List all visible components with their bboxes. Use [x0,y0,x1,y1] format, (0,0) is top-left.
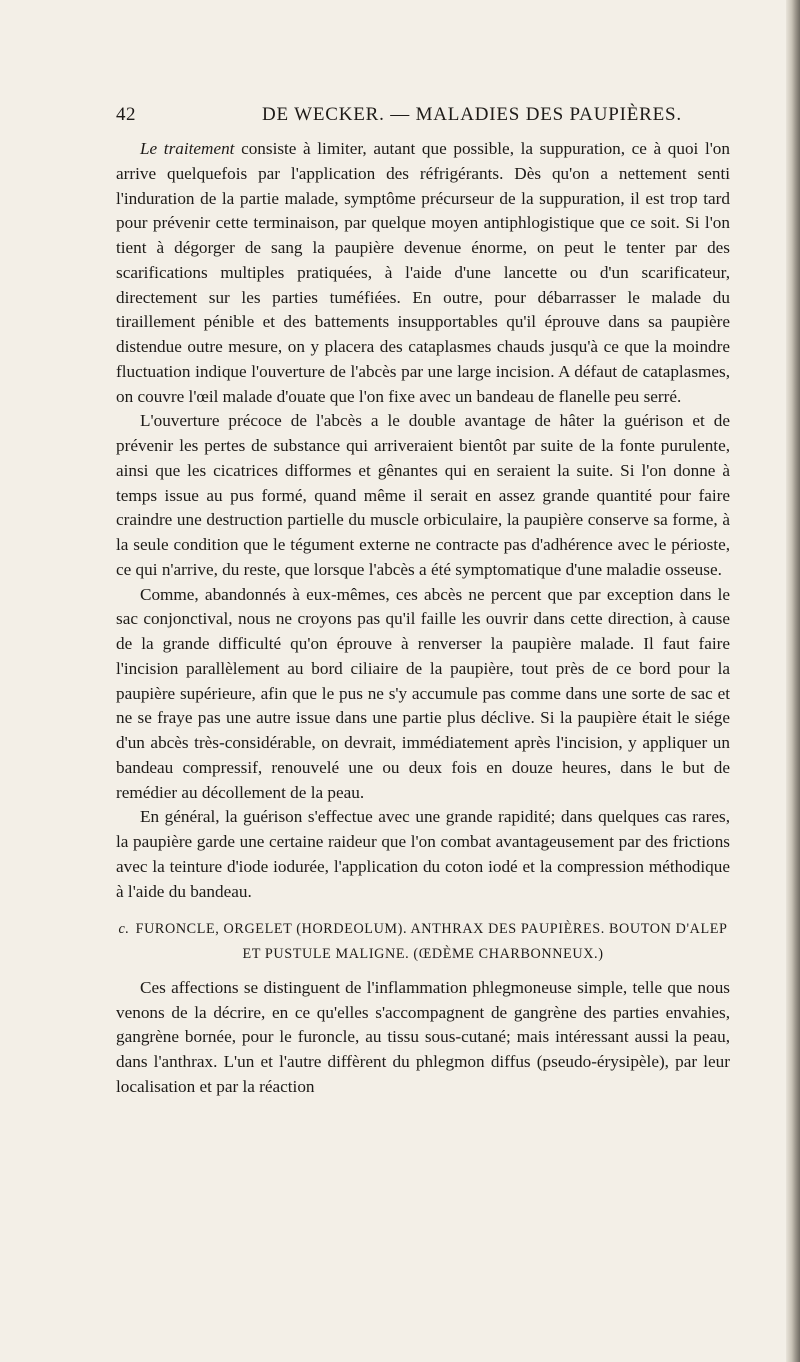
section-title-line-2: ET PUSTULE MALIGNE. (ŒDÈME CHARBONNEUX.) [242,946,604,962]
running-head: DE WECKER. — MALADIES DES PAUPIÈRES. [262,104,682,125]
page-number: 42 [116,104,136,125]
section-heading [116,917,730,967]
paragraph-incision: Comme, abandonnés à eux-mêmes, ces abcès ne percent que par exception dans le sac conjonctival, nous ne croyons pas qu'il faille les ouvrir dans cette direction, à cause de la grande difficulté qu'on éprouve à renverser la paupière malade. Il faut faire l'incision parallèlement au bord ciliaire de la paupière, tout près de ce bord pour la paupière supérieure, afin que le pus ne s'y accumule pas comme dans une sorte de sac et ne se fraye pas une autre issue dans une partie plus déclive. Si la paupière était le siége d'un abcès très-considérable, on devrait, immédiatement après l'incision, y appliquer un bandeau compressif, renouvelé une ou deux fois en douze heures, dans le but de remédier au décollement de la peau. [116,584,730,802]
paragraph-lead-italic: Le traitement [140,139,235,158]
section-letter: c. [118,921,130,938]
page-header [116,104,716,134]
body-text [116,137,730,1100]
paragraph-text: consiste à limiter, autant que possible, la suppuration, ce à quoi l'on arrive quelquefois par l'application des réfrigérants. Dès qu'on a nettement senti l'induration de la partie malade, symptôme précurseur de la suppuration, il est trop tard pour prévenir cette terminaison, par quelque moyen antiphlogistique que ce soit. Si l'on tient à dégorger de sang la paupière devenue énorme, on peut le tenter par des scarifications multiples pratiquées, à l'aide d'une lancette ou d'un scarificateur, directement sur les parties tuméfiées. En outre, pour débarrasser le malade du tiraillement pénible et des battements insupportables qu'il éprouve dans sa paupière distendue outre mesure, on y placera des cataplasmes chauds jusqu'à ce que la moindre fluctuation indique l'ouverture de l'abcès par une large incision. A défaut de cataplasmes, on couvre l'œil malade d'ouate que l'on fixe avec un bandeau de flanelle peu serré. [116,139,730,406]
section-heading-line-1 [116,917,730,942]
section-title-line-1: FURONCLE, ORGELET (HORDEOLUM). ANTHRAX DES PAUPIÈRES. BOUTON D'ALEP [135,921,728,938]
book-spine-shadow [786,0,800,1362]
paragraph-early-opening: L'ouverture précoce de l'abcès a le double avantage de hâter la guérison et de prévenir les pertes de substance qui arriveraient bientôt par suite de la fonte purulente, ainsi que les cicatrices difformes et gênantes qui en seraient la suite. Si l'on donne à temps issue au pus formé, quand même il serait en assez grande quantité pour faire craindre une destruction partielle du muscle orbiculaire, la paupière conserve sa forme, à la seule condition que le tégument externe ne contracte pas d'adhérence avec le périoste, ce qui n'arrive, du reste, que lorsque l'abcès a été symptomatique d'une maladie osseuse. [116,411,730,579]
paragraph-healing: En général, la guérison s'effectue avec une grande rapidité; dans quelques cas rares, la paupière garde une certaine raideur que l'on combat avantageusement par des frictions avec la teinture d'iode iodurée, l'application du coton iodé et la compression méthodique à l'aide du bandeau. [116,807,730,901]
paragraph-treatment [116,137,730,409]
paragraph-affections: Ces affections se distinguent de l'inflammation phlegmoneuse simple, telle que nous venons de la décrire, en ce qu'elles s'accompagnent de gangrène des parties envahies, gangrène bornée, pour le furoncle, au tissu sous-cutané; mais intéressant aussi la peau, dans l'anthrax. L'un et l'autre diffèrent du phlegmon diffus (pseudo-érysipèle), par leur localisation et par la réaction [116,977,730,1096]
